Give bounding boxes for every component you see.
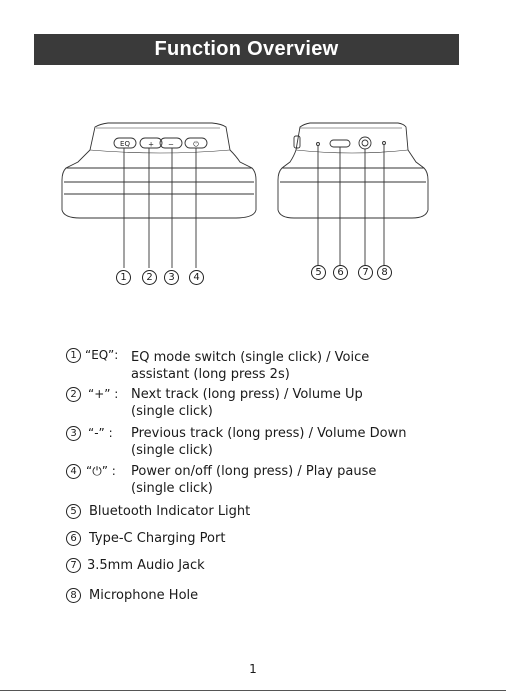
item-number: 4 (66, 464, 81, 479)
callout-5: 5 (311, 265, 326, 280)
plus-button-glyph: + (148, 140, 154, 149)
item-text-line: (single click) (131, 443, 213, 458)
callout-6: 6 (333, 265, 348, 280)
item-text-line: EQ mode switch (single click) / Voice (131, 350, 370, 365)
item-number: 7 (66, 558, 81, 573)
callout-4: 4 (189, 270, 204, 285)
item-text-line: assistant (long press 2s) (131, 367, 290, 382)
item-key: “-” : (88, 426, 113, 440)
item-text-line: (single click) (131, 481, 213, 496)
power-icon: ⏻ (193, 140, 199, 149)
item-text-line: Bluetooth Indicator Light (89, 504, 251, 519)
item-number: 5 (66, 504, 81, 519)
mic-hole-shape (383, 142, 386, 145)
item-number: 6 (66, 531, 81, 546)
item-text-line: Power on/off (long press) / Play pause (131, 464, 377, 479)
item-number: 2 (66, 387, 81, 402)
page-number: 1 (249, 662, 257, 676)
callout-8: 8 (377, 265, 392, 280)
eq-button-glyph: EQ (120, 140, 130, 148)
item-key: “+” : (88, 387, 119, 401)
callout-1: 1 (116, 270, 131, 285)
typec-port-shape (330, 140, 350, 147)
item-text-line: 3.5mm Audio Jack (87, 558, 205, 573)
callout-3: 3 (164, 270, 179, 285)
right-earcup-outline (278, 123, 428, 218)
item-number: 1 (66, 348, 81, 363)
item-number: 8 (66, 588, 81, 603)
item-text-line: (single click) (131, 404, 213, 419)
item-text-line: Type-C Charging Port (89, 531, 226, 546)
item-text-line: Next track (long press) / Volume Up (131, 387, 363, 402)
item-number: 3 (66, 426, 81, 441)
minus-button-glyph: − (168, 140, 174, 149)
item-key: “EQ”: (85, 348, 119, 362)
item-key: “⏻” : (86, 464, 116, 478)
left-earcup-outline (62, 123, 256, 218)
item-text-line: Microphone Hole (89, 588, 199, 603)
callout-7: 7 (358, 265, 373, 280)
headphone-diagram (0, 110, 506, 300)
audio-jack-shape (359, 137, 371, 149)
page-title: Function Overview (34, 34, 459, 65)
item-text-line: Previous track (long press) / Volume Down (131, 426, 407, 441)
bottom-divider (0, 690, 506, 691)
callout-2: 2 (142, 270, 157, 285)
